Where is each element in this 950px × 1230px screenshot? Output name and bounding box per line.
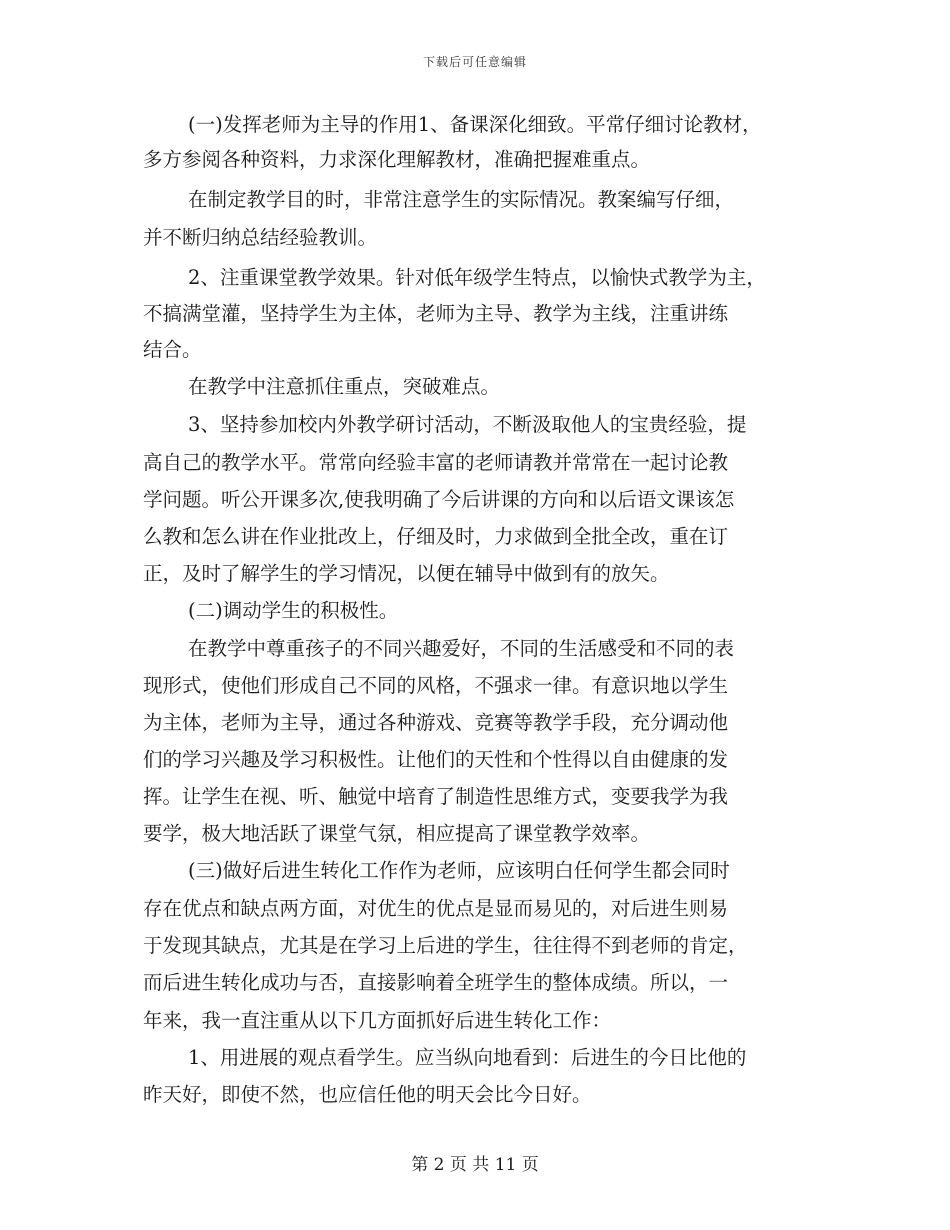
paragraph-line: 在教学中注意抓住重点，突破难点。: [188, 375, 501, 398]
paragraph-line: (二)调动学生的积极性。: [188, 599, 399, 622]
paragraph-line: (一)发挥老师为主导的作用1、备课深化细致。平常仔细讨论教材，: [188, 113, 762, 136]
paragraph-line: 挥。让学生在视、听、触觉中培育了制造性思维方式，变要我学为我: [143, 785, 729, 808]
paragraph-line: 并不断归纳总结经验教训。: [143, 226, 378, 249]
paragraph-line: 现形式，使他们形成自己不同的风格，不强求一律。有意识地以学生: [143, 674, 729, 697]
paragraph-line: 正，及时了解学生的学习情况，以便在辅导中做到有的放矢。: [143, 562, 670, 585]
paragraph-line: 昨天好，即使不然，也应信任他的明天会比今日好。: [143, 1083, 592, 1106]
paragraph-line: 于发现其缺点，尤其是在学习上后进的学生，往往得不到老师的肯定，: [143, 934, 748, 957]
paragraph-line: 学问题。听公开课多次,使我明确了今后讲课的方向和以后语文课该怎: [143, 488, 735, 511]
paragraph-line: 而后进生转化成功与否，直接影响着全班学生的整体成绩。所以，一: [143, 971, 729, 994]
paragraph-line: (三)做好后进生转化工作作为老师，应该明白任何学生都会同时: [188, 859, 730, 882]
paragraph-line: 为主体，老师为主导，通过各种游戏、竞赛等教学手段，充分调动他: [143, 711, 729, 734]
paragraph-line: 么教和怎么讲在作业批改上，仔细及时，力求做到全批全改，重在订: [143, 525, 729, 548]
paragraph-line: 存在优点和缺点两方面，对优生的优点是显而易见的，对后进生则易: [143, 897, 729, 920]
paragraph-line: 多方参阅各种资料，力求深化理解教材，准确把握难重点。: [143, 148, 651, 171]
page-number: 第 2 页 共 11 页: [411, 1155, 539, 1175]
paragraph-line: 要学，极大地活跃了课堂气氛，相应提高了课堂教学效率。: [143, 822, 651, 845]
paragraph-line: 不搞满堂灌，坚持学生为主体，老师为主导、教学为主线，注重讲练: [143, 302, 729, 325]
paragraph-line: 年来，我一直注重从以下几方面抓好后进生转化工作：: [143, 1009, 612, 1032]
page-header: 下载后可任意编辑: [422, 55, 527, 69]
paragraph-line: 2、注重课堂教学效果。针对低年级学生特点，以愉快式教学为主，: [188, 266, 766, 289]
paragraph-line: 结合。: [143, 338, 202, 361]
paragraph-line: 高自己的教学水平。常常向经验丰富的老师请教并常常在一起讨论教: [143, 451, 729, 474]
paragraph-line: 3、坚持参加校内外教学研讨活动，不断汲取他人的宝贵经验，提: [188, 413, 747, 436]
paragraph-line: 1、用进展的观点看学生。应当纵向地看到：后进生的今日比他的: [188, 1046, 747, 1069]
paragraph-line: 在制定教学目的时，非常注意学生的实际情况。教案编写仔细，: [188, 188, 735, 211]
paragraph-line: 们的学习兴趣及学习积极性。让他们的天性和个性得以自由健康的发: [143, 748, 729, 771]
paragraph-line: 在教学中尊重孩子的不同兴趣爱好，不同的生活感受和不同的表: [188, 637, 735, 660]
